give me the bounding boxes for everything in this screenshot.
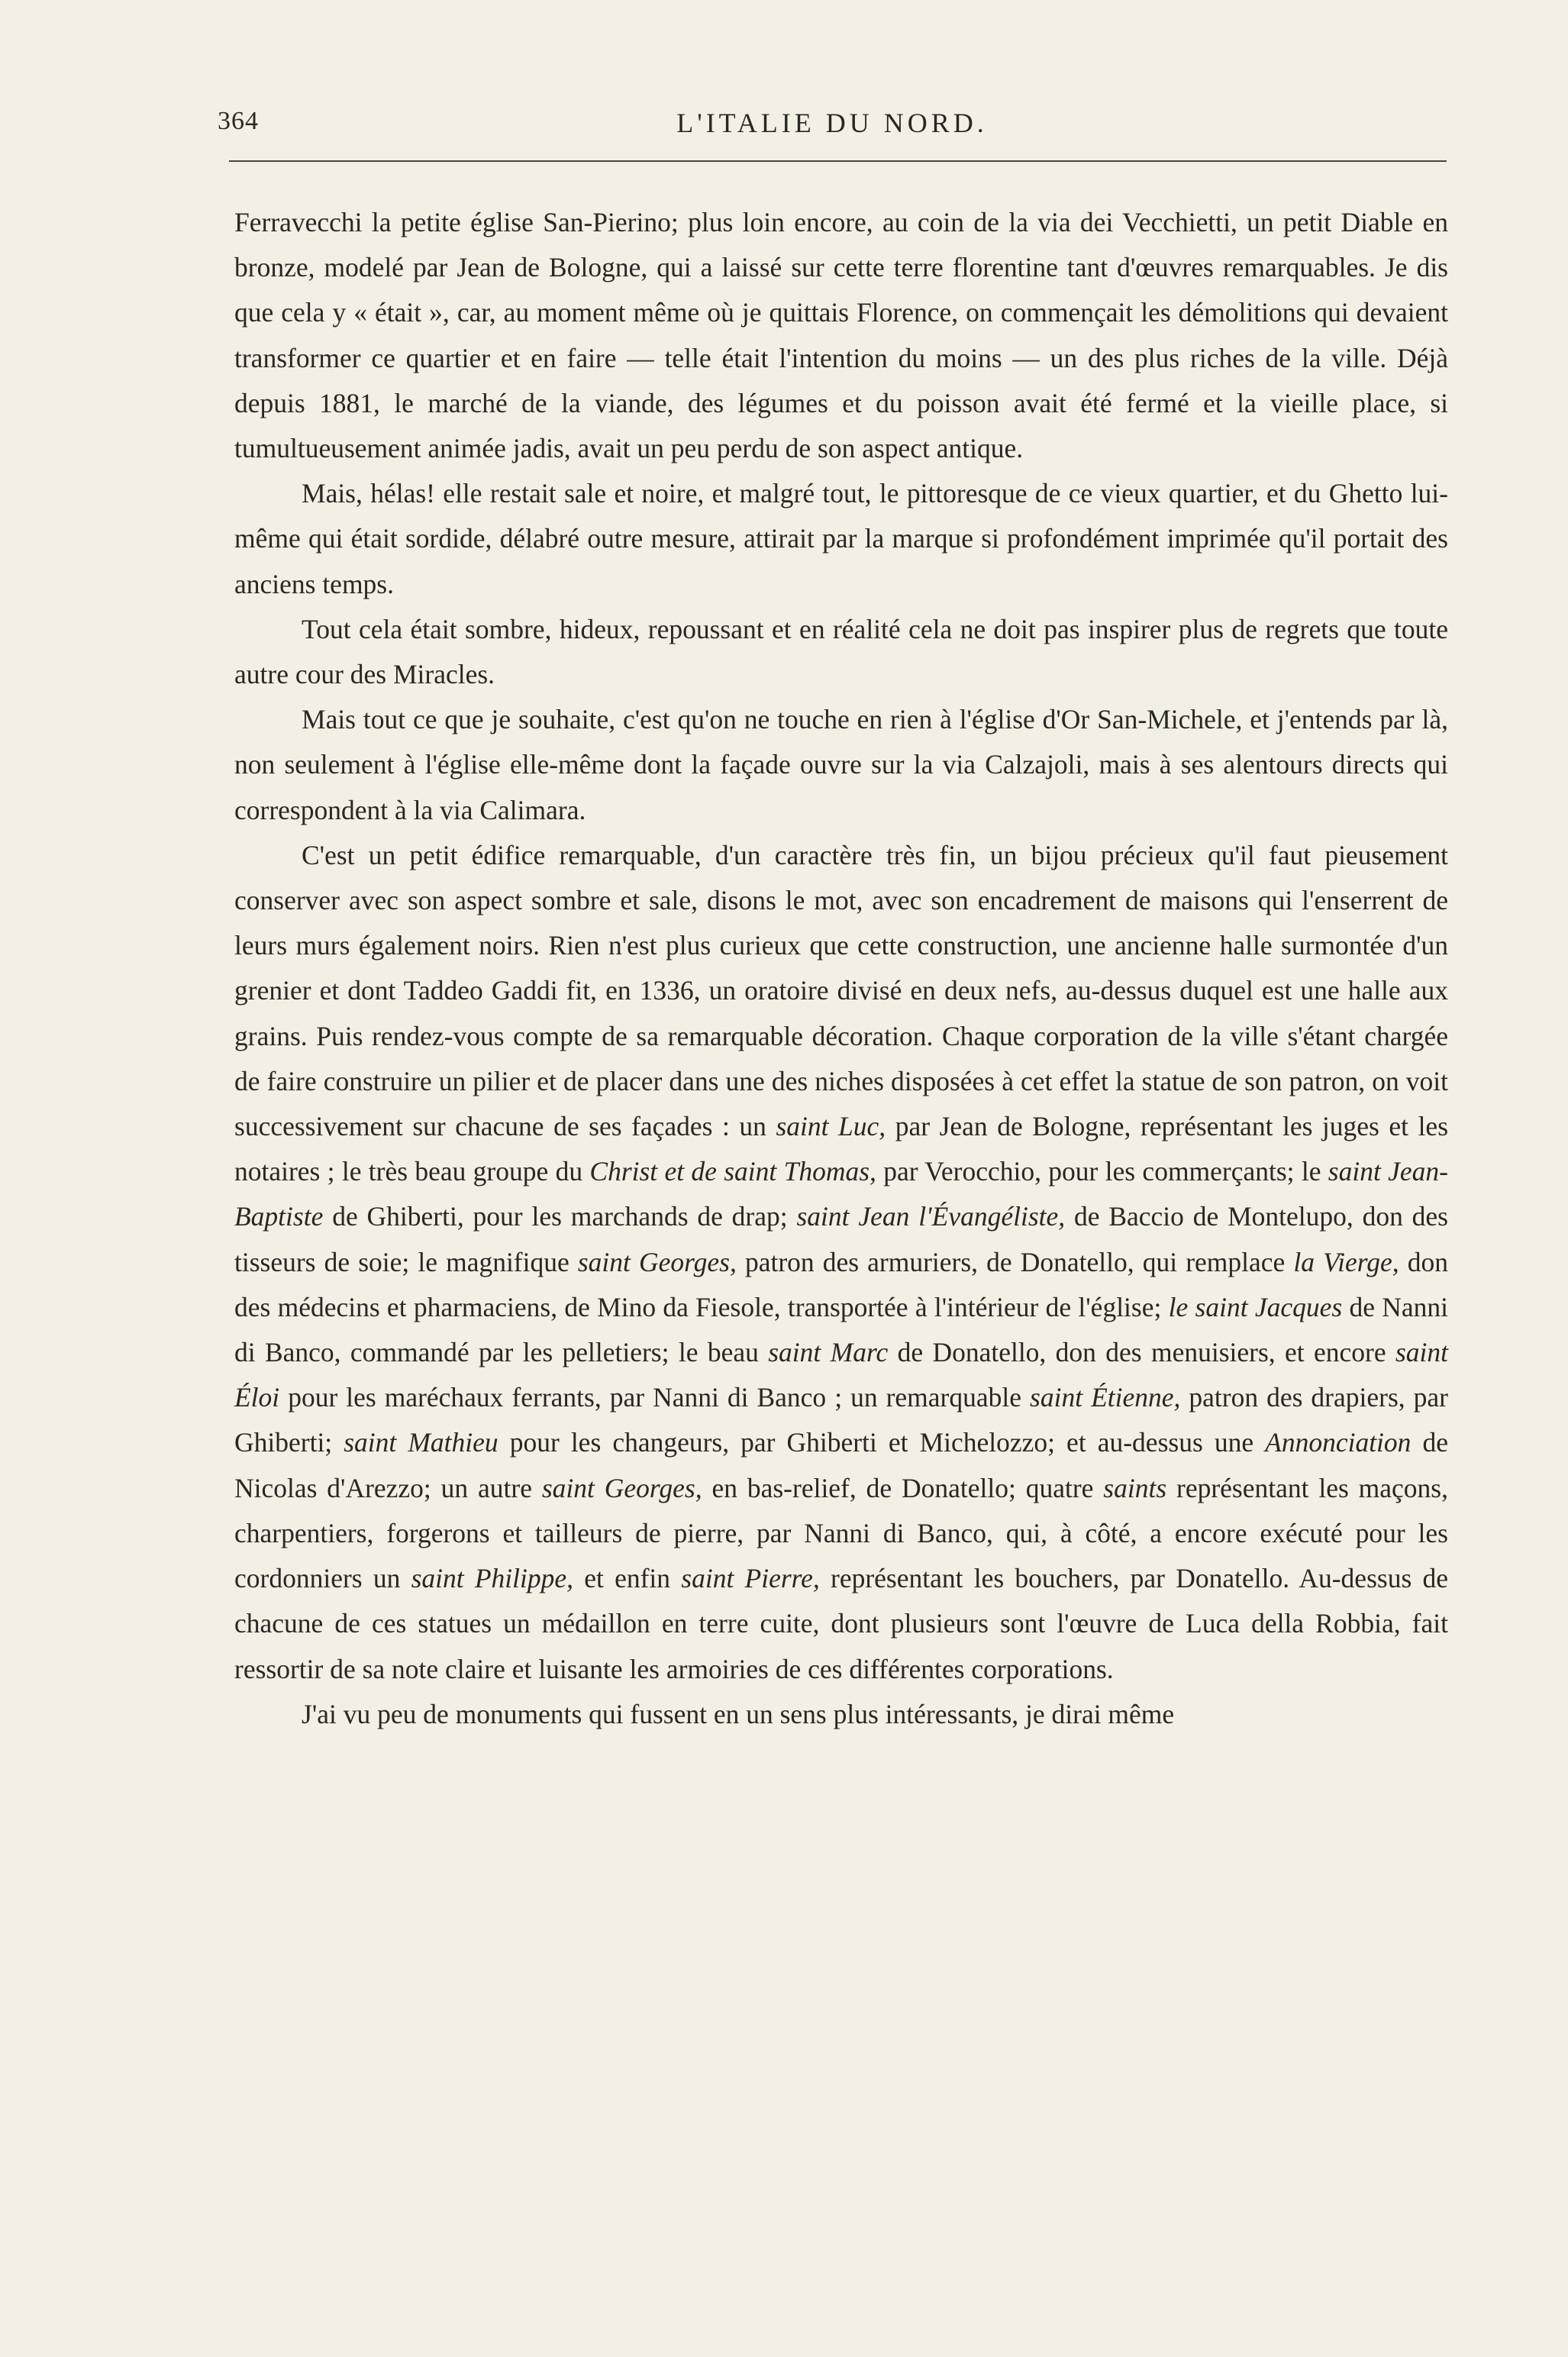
- paragraph: [234, 1692, 1448, 1737]
- italic-title: saint Georges,: [577, 1246, 737, 1277]
- text-run: patron des armuriers, de Donatello, qui remplace: [736, 1246, 1294, 1277]
- text-run: représentant les maçons, charpentiers, forgerons et tailleurs de pierre, par Nanni di Banco, qui, à côté, a encore exécuté pour les cordonniers un: [234, 1472, 1448, 1594]
- text-run: de Nanni di Banco, commandé par les pelletiers; le beau: [234, 1291, 1449, 1368]
- text-run: par Jean de Bologne, représentant les juges et les notaires ; le très beau groupe du: [234, 1111, 1449, 1187]
- italic-title: saint Jean-Baptiste: [234, 1156, 1448, 1232]
- text-run: de Donatello, don des menuisiers, et encore: [888, 1337, 1395, 1368]
- text-run: patron des drapiers, par Ghiberti;: [234, 1382, 1448, 1458]
- text-run: en bas-relief, de Donatello; quatre: [702, 1472, 1104, 1503]
- italic-title: saint Étienne,: [1030, 1382, 1181, 1413]
- paragraph: [234, 833, 1448, 1692]
- text-run: de Baccio de Montelupo, don des tisseurs de soie; le magnifique: [234, 1201, 1448, 1277]
- page-header: [218, 107, 1447, 153]
- text-run: C'est un petit édifice remarquable, d'un caractère très fin, un bijou précieux qu'il faut pieusement conserver avec son aspect sombre et sale, disons le mot, avec son encadrement de maisons qui l'enserrent de leurs murs également noirs. Rien n'est plus curieux que cette construction, une ancienne halle surmontée d'un grenier et dont Taddeo Gaddi fit, en 1336, un oratoire divisé en deux nefs, au-dessus duquel est une halle aux grains. Puis rendez-vous compte de sa remarquable décoration. Chaque corporation de la ville s'étant chargée de faire construire un pilier et de placer dans une des niches disposées à cet effet la statue de son patron, on voit successivement sur chacune de ses façades : un: [234, 839, 1448, 1142]
- text-run: représentant les bouchers, par Donatello. Au-dessus de chacune de ces statues un médaillon en terre cuite, dont plusieurs sont l'œuvre de Luca della Robbia, fait ressortir de sa note claire et luisante les armoiries de ces différentes corporations.: [234, 1563, 1449, 1684]
- italic-title: saint Mathieu: [344, 1427, 498, 1458]
- italic-title: saint Georges,: [541, 1472, 702, 1503]
- paragraph: [234, 607, 1448, 697]
- running-title: L'ITALIE DU NORD.: [676, 108, 988, 138]
- paragraph: [234, 697, 1448, 833]
- italic-title: Christ et de saint Thomas,: [589, 1156, 876, 1187]
- italic-title: Annonciation: [1265, 1427, 1412, 1458]
- body-text: [234, 200, 1448, 1737]
- italic-title: saint Jean l'Évangéliste,: [796, 1201, 1066, 1232]
- text-run: Ferravecchi la petite église San-Pierino; plus loin encore, au coin de la via dei Vecchietti, un petit Diable en bronze, modelé par Jean de Bologne, qui a laissé sur cette terre florentine tant d'œuvres remarquables. Je dis que cela y « était », car, au moment même où je quittais Florence, on commençait les démolitions qui devaient transformer ce quartier et en faire — telle était l'intention du moins — un des plus riches de la ville. Déjà depuis 1881, le marché de la viande, des légumes et du poisson avait été fermé et la vieille place, si tumultueusement animée jadis, avait un peu perdu de son aspect antique.: [234, 207, 1448, 464]
- italic-title: saint Philippe,: [411, 1563, 573, 1594]
- text-run: Mais, hélas! elle restait sale et noire, et malgré tout, le pittoresque de ce vieux quartier, et du Ghetto lui-même qui était sordide, délabré outre mesure, attirait par la marque si profondément imprimée qu'il portait des anciens temps.: [234, 478, 1448, 599]
- italic-title: saint Pierre,: [681, 1563, 820, 1594]
- header-rule: [229, 160, 1447, 162]
- paragraph: [234, 471, 1448, 607]
- page-number: 364: [218, 107, 259, 135]
- text-run: de Nicolas d'Arezzo; un autre: [234, 1427, 1448, 1503]
- italic-title: saints: [1103, 1472, 1167, 1503]
- italic-title: saint Éloi: [234, 1337, 1448, 1413]
- text-run: Mais tout ce que je souhaite, c'est qu'on ne touche en rien à l'église d'Or San-Michele, et j'entends par là, non seulement à l'église elle-même dont la façade ouvre sur la via Calzajoli, mais à ses alentours directs qui correspondent à la via Calimara.: [234, 704, 1448, 825]
- text-run: pour les changeurs, par Ghiberti et Michelozzo; et au-dessus une: [498, 1427, 1266, 1458]
- italic-title: le saint Jacques: [1168, 1291, 1343, 1322]
- text-run: J'ai vu peu de monuments qui fussent en un sens plus intéressants, je dirai même: [302, 1698, 1175, 1729]
- text-run: don des médecins et pharmaciens, de Mino da Fiesole, transportée à l'intérieur de l'église;: [234, 1246, 1448, 1322]
- text-run: et enfin: [573, 1563, 682, 1594]
- italic-title: saint Luc,: [776, 1111, 886, 1142]
- italic-title: saint Marc: [768, 1337, 889, 1368]
- text-run: par Verocchio, pour les commerçants; le: [876, 1156, 1328, 1187]
- italic-title: la Vierge,: [1293, 1246, 1399, 1277]
- text-run: Tout cela était sombre, hideux, repoussant et en réalité cela ne doit pas inspirer plus de regrets que toute autre cour des Miracles.: [234, 613, 1448, 690]
- text-run: pour les maréchaux ferrants, par Nanni di Banco ; un remarquable: [279, 1382, 1031, 1413]
- paragraph: [234, 200, 1448, 471]
- text-run: de Ghiberti, pour les marchands de drap;: [323, 1201, 797, 1232]
